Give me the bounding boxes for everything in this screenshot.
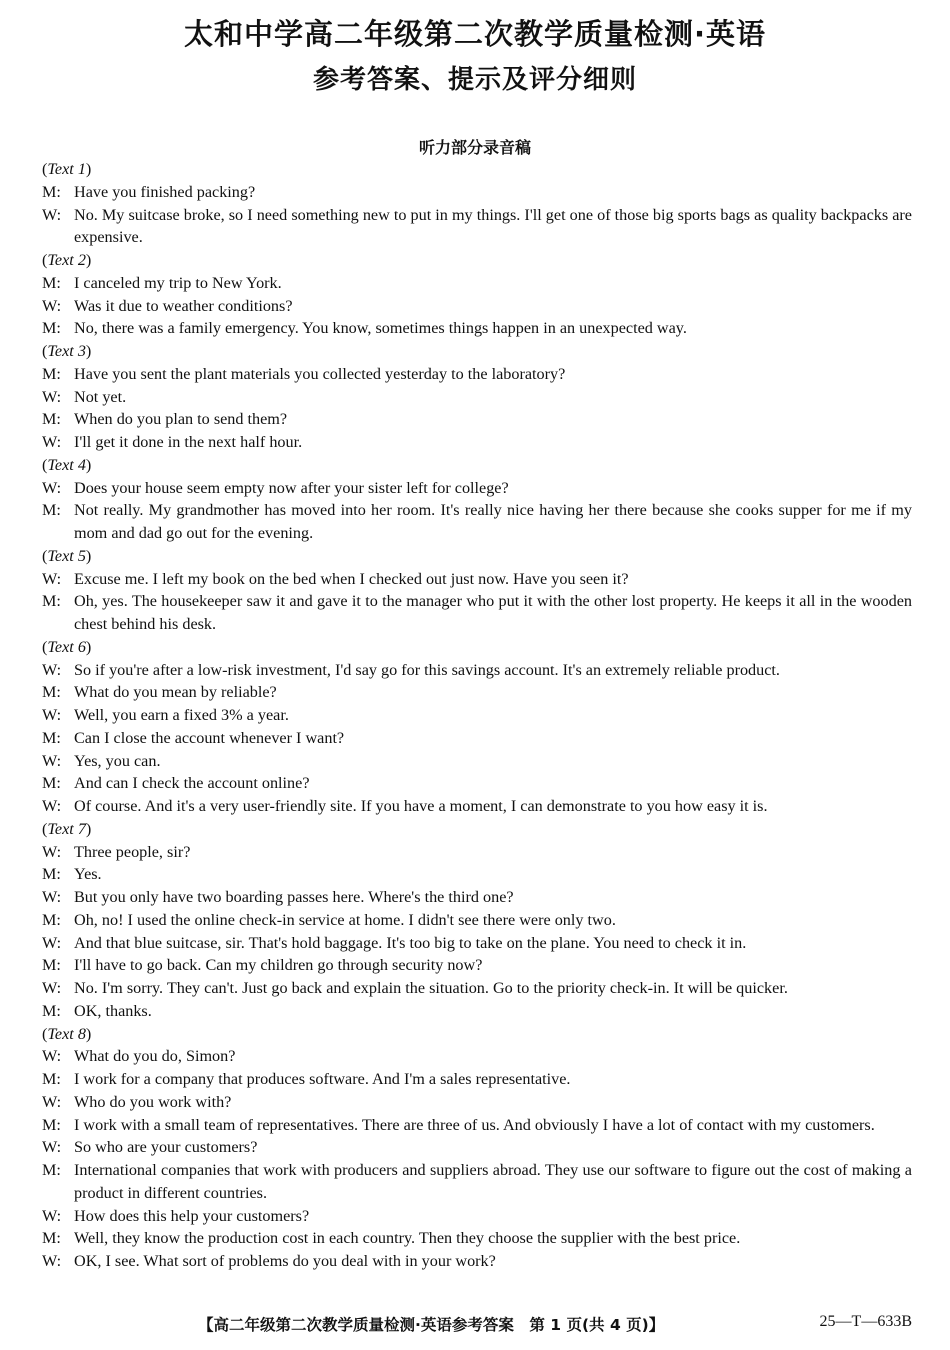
listening-transcript [42,158,912,1273]
dialogue-line [42,795,912,818]
speaker-label: M: [42,273,61,292]
page-footer [0,1313,950,1337]
speaker-label: W: [42,660,62,679]
text-section-label: (Text 5) [42,546,92,565]
dialogue-text: Three people, sir? [74,842,191,861]
dialogue-line [42,977,912,1000]
dialogue-text: Well, they know the production cost in each country. Then they choose the supplier with the best price. [74,1229,741,1248]
dialogue-text: OK, thanks. [74,1001,152,1020]
speaker-label: M: [42,1070,61,1088]
dialogue-line [42,386,912,409]
dialogue-text: No. My suitcase broke, so I need something new to put in my things. I'll get one of those big sports bags as quality backpacks are expensive. [74,205,912,247]
speaker-label: M: [42,410,61,429]
dialogue-line [42,772,912,795]
text-section-label-text: Text 5 [47,546,86,565]
dialogue-text: Of course. And it's a very user-friendly site. If you have a moment, I can demonstrate to you how easy it is. [74,797,768,815]
dialogue-line [42,568,912,591]
speaker-label: M: [42,774,61,793]
dialogue-line [42,1250,912,1273]
document-subtitle: 参考答案、提示及评分细则 [312,65,637,95]
dialogue-text: But you only have two boarding passes here. Where's the third one? [74,888,514,906]
speaker-label: W: [42,205,62,224]
dialogue-line [42,272,912,295]
dialogue-text: Yes. [74,865,102,884]
speaker-label: M: [42,1161,61,1179]
speaker-label: W: [42,1252,62,1270]
text-section-label-text: Text 7 [47,819,86,838]
dialogue-text: What do you mean by reliable? [74,683,277,702]
dialogue-text: Excuse me. I left my book on the bed when I checked out just now. Have you seen it? [74,569,629,588]
speaker-label: M: [42,1115,61,1134]
dialogue-text: So if you're after a low-risk investment, I'd say go for this savings account. It's an extremely reliable product. [74,660,780,679]
text-section-label: (Text 3) [42,342,92,360]
speaker-label: M: [42,683,61,702]
dialogue-line [42,477,912,500]
dialogue-text: No. I'm sorry. They can't. Just go back and explain the situation. Go to the priority check-in. It will be quicker. [74,979,788,997]
speaker-label: M: [42,910,61,929]
speaker-label: M: [42,1229,61,1248]
dialogue-line [42,363,912,386]
dialogue-text: I'll have to go back. Can my children go through security now? [74,956,483,975]
dialogue-line [42,181,912,204]
speaker-label: M: [42,319,61,338]
dialogue-text: Oh, no! I used the online check-in service at home. I didn't see there were only two. [74,910,616,929]
speaker-label: W: [42,842,62,861]
text-section-label-text: Text 4 [47,455,86,474]
text-section-label-text: Text 8 [47,1024,86,1043]
dialogue-line [42,204,912,250]
dialogue-line [42,590,912,636]
dialogue-text: And that blue suitcase, sir. That's hold baggage. It's too big to take on the plane. You need to check it in. [74,933,747,952]
dialogue-text: How does this help your customers? [74,1206,310,1225]
dialogue-line [42,681,912,704]
dialogue-line [42,1227,912,1250]
speaker-label: W: [42,569,62,588]
speaker-label: W: [42,478,62,497]
speaker-label: M: [42,182,61,201]
dialogue-text: No, there was a family emergency. You know, sometimes things happen in an unexpected way. [74,319,687,338]
dialogue-line [42,431,912,454]
dialogue-line [42,1045,912,1068]
speaker-label: W: [42,1092,62,1111]
dialogue-text: Oh, yes. The housekeeper saw it and gave it to the manager who put it with the other lost property. He keeps it all in the wooden chest behind his desk. [74,592,912,633]
text-section-label: (Text 8) [42,1024,92,1043]
dialogue-text: And can I check the account online? [74,774,310,793]
text-section-label-text: Text 3 [47,342,86,360]
dialogue-text: Can I close the account whenever I want? [74,728,345,747]
dialogue-line [42,841,912,864]
speaker-label: M: [42,1001,61,1020]
dialogue-line [42,954,912,977]
dialogue-text: Not yet. [74,387,127,406]
text-section-label-text: Text 6 [47,637,86,656]
dialogue-line [42,932,912,955]
text-section-label: (Text 1) [42,160,92,178]
speaker-label: W: [42,1206,62,1225]
footer-page-info: 【高二年级第二次教学质量检测·英语参考答案 第 1 页(共 4 页)】 [198,1316,665,1334]
dialogue-line [42,704,912,727]
footer-document-code: 25—T—633B [819,1313,912,1330]
speaker-label: W: [42,1047,62,1066]
dialogue-line [42,499,912,545]
document-title: 太和中学高二年级第二次教学质量检测·英语 [183,17,767,51]
dialogue-text: Who do you work with? [74,1092,232,1111]
dialogue-line [42,317,912,340]
dialogue-line [42,1205,912,1228]
speaker-label: W: [42,888,62,906]
dialogue-text: Have you finished packing? [74,182,256,201]
dialogue-line [42,750,912,773]
dialogue-text: Yes, you can. [74,751,161,770]
speaker-label: W: [42,797,62,815]
speaker-label: W: [42,933,62,952]
dialogue-line [42,408,912,431]
speaker-label: W: [42,751,62,770]
dialogue-text: International companies that work with producers and suppliers abroad. They use our software to figure out the cost of making a product in different countries. [74,1161,912,1202]
speaker-label: M: [42,728,61,747]
text-section-label: (Text 7) [42,819,92,838]
speaker-label: M: [42,865,61,884]
dialogue-line [42,863,912,886]
speaker-label: M: [42,501,61,520]
text-section-label: (Text 2) [42,251,92,269]
dialogue-line [42,727,912,750]
dialogue-text: When do you plan to send them? [74,410,288,429]
speaker-label: W: [42,296,62,315]
text-section-label-text: Text 1 [47,160,86,178]
dialogue-line [42,1159,912,1205]
dialogue-text: I'll get it done in the next half hour. [74,433,303,451]
dialogue-text: So who are your customers? [74,1138,258,1157]
dialogue-line [42,886,912,909]
dialogue-line [42,909,912,932]
speaker-label: M: [42,364,61,383]
dialogue-text: Not really. My grandmother has moved into her room. It's really nice having her there because she cooks supper for me if my mom and dad go out for the evening. [74,501,912,542]
dialogue-line [42,659,912,682]
speaker-label: W: [42,1138,62,1157]
dialogue-text: I work with a small team of representatives. There are three of us. And obviously I have a lot of contact with my customers. [74,1115,875,1134]
speaker-label: W: [42,387,62,406]
dialogue-line [42,295,912,318]
dialogue-line [42,1136,912,1159]
dialogue-text: Was it due to weather conditions? [74,296,293,315]
dialogue-text: I work for a company that produces software. And I'm a sales representative. [74,1070,571,1088]
dialogue-line [42,1000,912,1023]
dialogue-text: I canceled my trip to New York. [74,273,282,292]
dialogue-text: Well, you earn a fixed 3% a year. [74,706,289,724]
dialogue-text: OK, I see. What sort of problems do you deal with in your work? [74,1252,496,1270]
dialogue-line [42,1114,912,1137]
dialogue-text: What do you do, Simon? [74,1047,236,1066]
dialogue-text: Does your house seem empty now after your sister left for college? [74,478,509,497]
dialogue-text: Have you sent the plant materials you collected yesterday to the laboratory? [74,364,566,383]
speaker-label: M: [42,956,61,975]
speaker-label: M: [42,592,61,611]
section-title: 听力部分录音稿 [418,138,531,157]
dialogue-line [42,1068,912,1091]
dialogue-line [42,1091,912,1114]
text-section-label: (Text 4) [42,455,92,474]
speaker-label: W: [42,706,62,724]
speaker-label: W: [42,433,62,451]
speaker-label: W: [42,979,62,997]
text-section-label: (Text 6) [42,637,92,656]
text-section-label-text: Text 2 [47,251,86,269]
